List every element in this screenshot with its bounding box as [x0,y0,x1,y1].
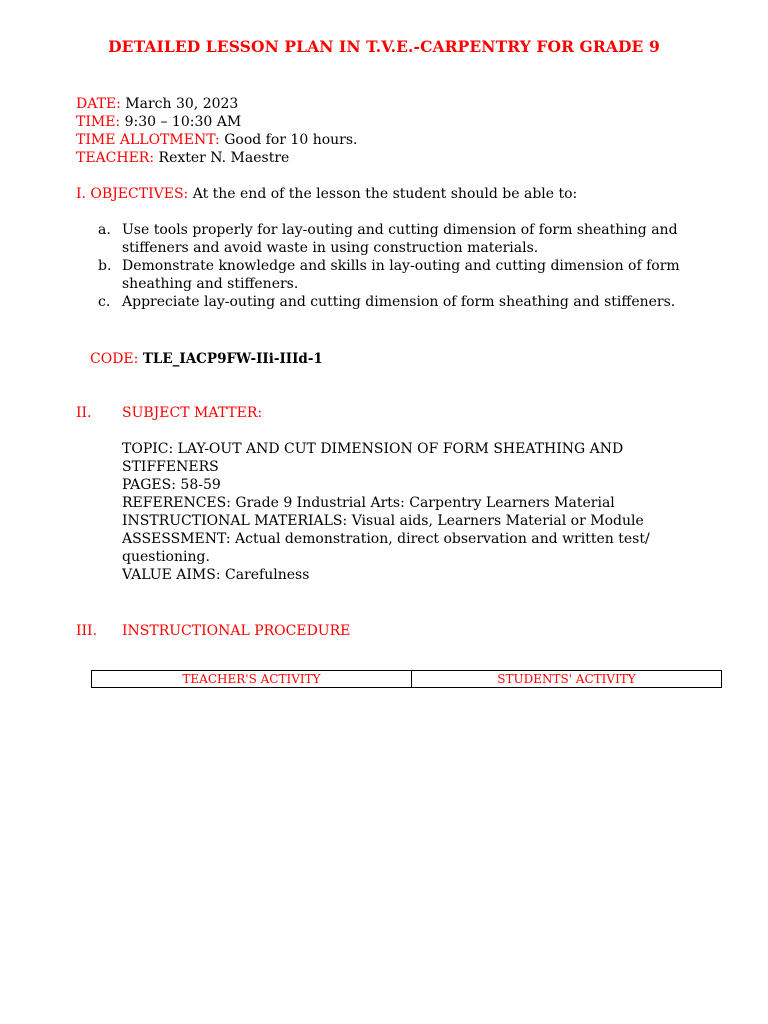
time-label: TIME: [76,114,121,130]
topic-line: TOPIC: LAY-OUT AND CUT DIMENSION OF FORM SHEATHING AND STIFFENERS [122,441,624,475]
objectives-list [98,221,698,311]
objectives-intro: At the end of the lesson the student should be able to: [192,186,578,202]
time-value: 9:30 – 10:30 AM [124,114,242,130]
objective-letter: c. [98,294,111,310]
date-label: DATE: [76,96,121,112]
value-aims-line: VALUE AIMS: Carefulness [122,567,310,583]
date-value: March 30, 2023 [125,96,239,112]
objective-letter: b. [98,258,112,274]
instructional-materials-line: INSTRUCTIONAL MATERIALS: Visual aids, Learners Material or Module [122,513,644,529]
code-label: CODE: [90,351,139,367]
procedure-number: III. [76,623,98,639]
objective-item [98,293,698,311]
objective-text: Appreciate lay-outing and cutting dimension of form sheathing and stiffeners. [122,294,676,310]
code-value: TLE_IACP9FW-IIi-IIId-1 [142,351,323,367]
page-title: DETAILED LESSON PLAN IN T.V.E.-CARPENTRY FOR GRADE 9 [108,37,660,56]
objective-letter: a. [98,222,111,238]
time-allotment-value: Good for 10 hours. [224,132,358,148]
objectives-label: I. OBJECTIVES: [76,186,189,202]
activity-table [91,670,722,688]
teacher-value: Rexter N. Maestre [158,150,290,166]
procedure-heading: INSTRUCTIONAL PROCEDURE [122,623,351,639]
objective-text: Demonstrate knowledge and skills in lay-outing and cutting dimension of form sheathing and stiffeners. [122,258,680,292]
objective-item [98,257,698,293]
time-line [76,113,241,131]
code-line [90,350,323,368]
pages-line: PAGES: 58-59 [122,477,221,493]
objective-text: Use tools properly for lay-outing and cutting dimension of form sheathing and stiffeners and avoid waste in using construction materials. [122,222,678,256]
subject-matter-heading: SUBJECT MATTER: [122,405,263,421]
time-allotment-label: TIME ALLOTMENT: [76,132,220,148]
references-line: REFERENCES: Grade 9 Industrial Arts: Carpentry Learners Material [122,495,615,511]
teacher-label: TEACHER: [76,150,155,166]
students-activity-header: STUDENTS' ACTIVITY [497,672,636,686]
subject-matter-body [122,440,682,584]
teacher-activity-header: TEACHER'S ACTIVITY [92,671,412,687]
assessment-line: ASSESSMENT: Actual demonstration, direct observation and written test/ questioning. [122,531,650,565]
time-allotment-line [76,131,357,149]
objective-item [98,221,698,257]
objectives-heading [76,185,577,203]
date-line [76,95,238,113]
subject-matter-number: II. [76,405,92,421]
teacher-line [76,149,289,167]
